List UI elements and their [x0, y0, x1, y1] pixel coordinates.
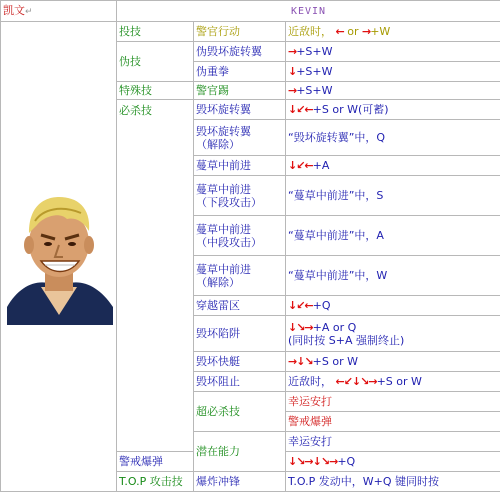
move-command: ↓↙←+Q	[286, 296, 500, 316]
move-name: 幸运安打	[286, 392, 500, 412]
move-name: 警戒爆弹	[286, 412, 500, 432]
move-command: →+S+W	[286, 42, 500, 62]
move-name: 毁坏阻止	[194, 372, 286, 392]
move-name: 毁坏快艇	[194, 352, 286, 372]
move-name: 毁坏陷阱	[194, 316, 286, 352]
character-name: 凯文↵	[1, 1, 117, 22]
arrow-right-icon: →	[362, 25, 370, 38]
arrow-sequence-icon: ↓↘→	[288, 321, 313, 334]
move-command: 近敌时， ← or →+W	[286, 22, 500, 42]
move-name: 毁坏旋转翼	[194, 100, 286, 120]
move-name: 幸运安打	[286, 432, 500, 452]
category-potential: 潜在能力	[194, 432, 286, 472]
category-fake: 伪技	[117, 42, 194, 82]
arrow-sequence-icon: ←↙↓↘→	[336, 375, 377, 388]
move-command: →↓↘+S or W	[286, 352, 500, 372]
move-name: 蔓草中前进	[194, 156, 286, 176]
move-name: 蔓草中前进 （下段攻击）	[194, 176, 286, 216]
move-name: 警官行动	[194, 22, 286, 42]
arrow-sequence-icon: ↓↙←	[288, 103, 313, 116]
move-name: 伪重拳	[194, 62, 286, 82]
arrow-right-icon: →	[288, 45, 296, 58]
move-name: 穿越雷区	[194, 296, 286, 316]
move-command: ↓↙←+A	[286, 156, 500, 176]
move-name: 蔓草中前进 （中段攻击）	[194, 216, 286, 256]
category-super: 超必杀技	[194, 392, 286, 432]
arrow-sequence-icon: →↓↘	[288, 355, 313, 368]
move-command: “蔓草中前进”中，S	[286, 176, 500, 216]
arrow-right-icon: →	[288, 84, 296, 97]
category-special: 特殊技	[117, 82, 194, 100]
move-name: 警戒爆弹	[117, 452, 194, 472]
move-command: “蔓草中前进”中，A	[286, 216, 500, 256]
move-name: 伪毁坏旋转翼	[194, 42, 286, 62]
move-command: →+S+W	[286, 82, 500, 100]
move-command: “蔓草中前进”中，W	[286, 256, 500, 296]
move-name: 毁坏旋转翼 （解除）	[194, 120, 286, 156]
arrow-down-icon: ↓	[288, 65, 296, 78]
move-command: ↓↙←+S or W(可蓄)	[286, 100, 500, 120]
kevin-portrait-image	[1, 25, 117, 485]
category-desperation: 必杀技	[117, 100, 194, 452]
move-command: ↓↘→↓↘→+Q	[286, 452, 500, 472]
arrow-sequence-icon: ↓↙←	[288, 299, 313, 312]
move-name: 蔓草中前进 （解除）	[194, 256, 286, 296]
arrow-sequence-icon: ↓↙←	[288, 159, 313, 172]
character-title: KEVIN	[117, 1, 500, 22]
character-portrait	[1, 22, 117, 492]
arrow-left-icon: ←	[336, 25, 344, 38]
move-command: ↓+S+W	[286, 62, 500, 82]
move-name: 警官踢	[194, 82, 286, 100]
move-name: 爆炸冲锋	[194, 472, 286, 492]
arrow-sequence-icon: ↓↘→↓↘→	[288, 455, 337, 468]
category-throw: 投技	[117, 22, 194, 42]
move-command: ↓↘→+A or Q (同时按 S+A 强制终止)	[286, 316, 500, 352]
move-command: T.O.P 发动中，W+Q 键同时按	[286, 472, 500, 492]
move-command: 近敌时， ←↙↓↘→+S or W	[286, 372, 500, 392]
move-command: “毁坏旋转翼”中，Q	[286, 120, 500, 156]
category-top: T.O.P 攻击技	[117, 472, 194, 492]
